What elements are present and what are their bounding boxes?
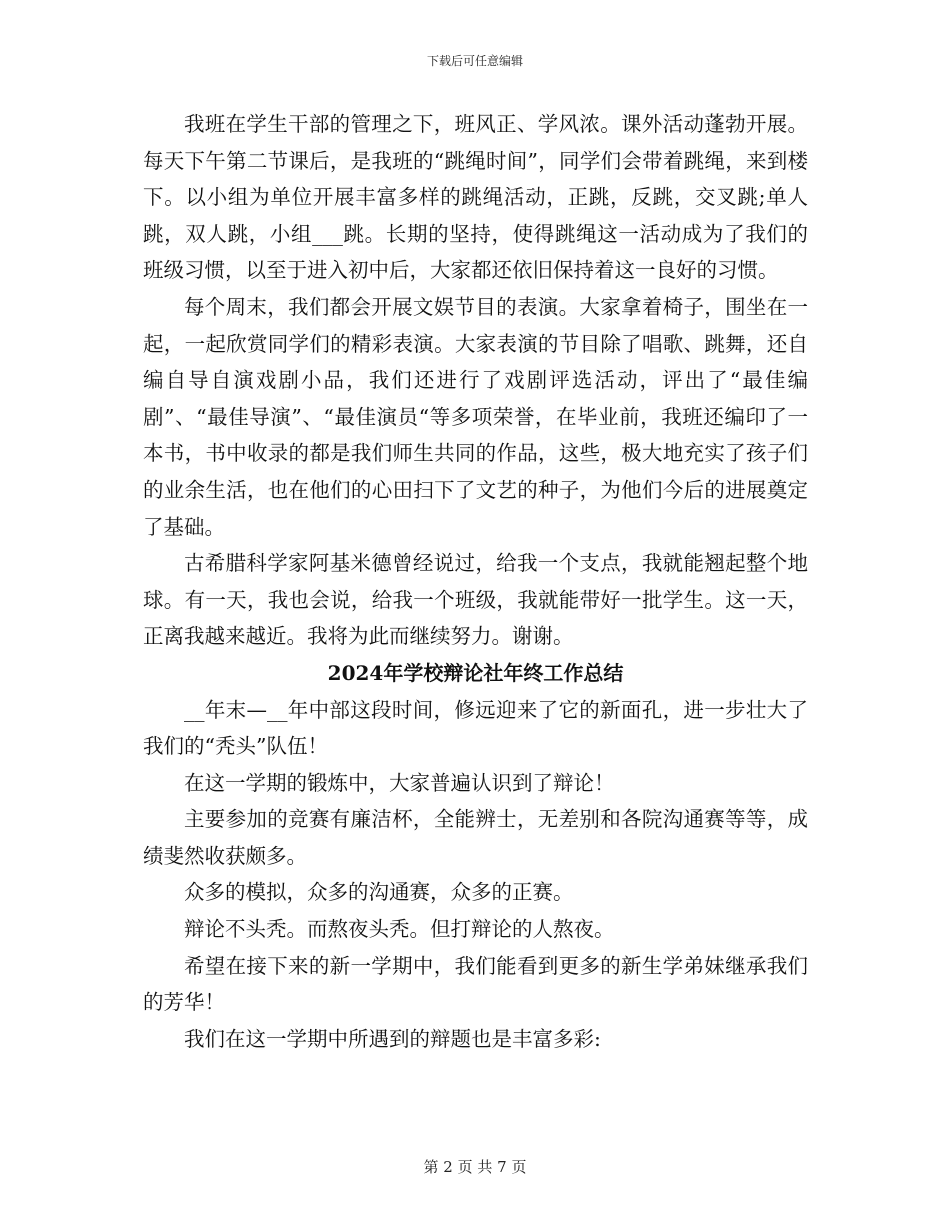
paragraph-hope: 希望在接下来的新一学期中，我们能看到更多的新生学弟妹继承我们的芳华！: [143, 953, 808, 1015]
paragraph-weekend-shows: 每个周末，我们都会开展文娱节目的表演。大家拿着椅子，围坐在一起，一起欣赏同学们的精彩表演。大家表演的节目除了唱歌、跳舞，还自编自导自演戏剧小品，我们还进行了戏剧评选活动，评出了“最佳编剧”、“最佳导演”、“最佳演员“等多项荣誉，在毕业前，我班还编印了一本书，书中收录的都是我们师生共同的作品，这些，极大地充实了孩子们的业余生活，也在他们的心田扫下了文艺的种子，为他们今后的进展奠定了基础。: [143, 294, 808, 539]
paragraph-many-matches: 众多的模拟，众多的沟通赛，众多的正赛。: [184, 880, 574, 905]
paragraph-recognition: 在这一学期的锻炼中，大家普遍认识到了辩论！: [184, 770, 615, 795]
paragraph-bald-joke: 辩论不头秃。而熬夜头秃。但打辩论的人熬夜。: [184, 917, 615, 942]
paragraph-topics: 我们在这一学期中所遇到的辩题也是丰富多彩:: [184, 1026, 601, 1051]
paragraph-jump-rope: 我班在学生干部的管理之下，班风正、学风浓。课外活动蓬勃开展。每天下午第二节课后，是我班的“跳绳时间”，同学们会带着跳绳，来到楼下。以小组为单位开展丰富多样的跳绳活动，正跳，反跳，交叉跳;单人跳，双人跳，小组___跳。长期的坚持，使得跳绳这一活动成为了我们的班级习惯，以至于进入初中后，大家都还依旧保持着这一良好的习惯。: [143, 112, 808, 283]
paragraph-competitions: 主要参加的竞赛有廉洁杯，全能辨士，无差别和各院沟通赛等等，成绩斐然收获颇多。: [143, 807, 808, 868]
page-footer: 第 2 页 共 7 页: [423, 1158, 527, 1176]
section-title: 2024年学校辩论社年终工作总结: [327, 660, 624, 685]
page-header: 下载后可任意编辑: [426, 54, 523, 68]
document-body: [143, 106, 808, 1057]
paragraph-new-faces: __年末—__年中部这段时间，修远迎来了它的新面孔，进一步壮大了我们的“秃头”队伍！: [143, 697, 808, 759]
paragraph-archimedes: 古希腊科学家阿基米德曾经说过，给我一个支点，我就能翘起整个地球。有一天，我也会说，给我一个班级，我就能带好一批学生。这一天，正离我越来越近。我将为此而继续努力。谢谢。: [143, 551, 808, 649]
